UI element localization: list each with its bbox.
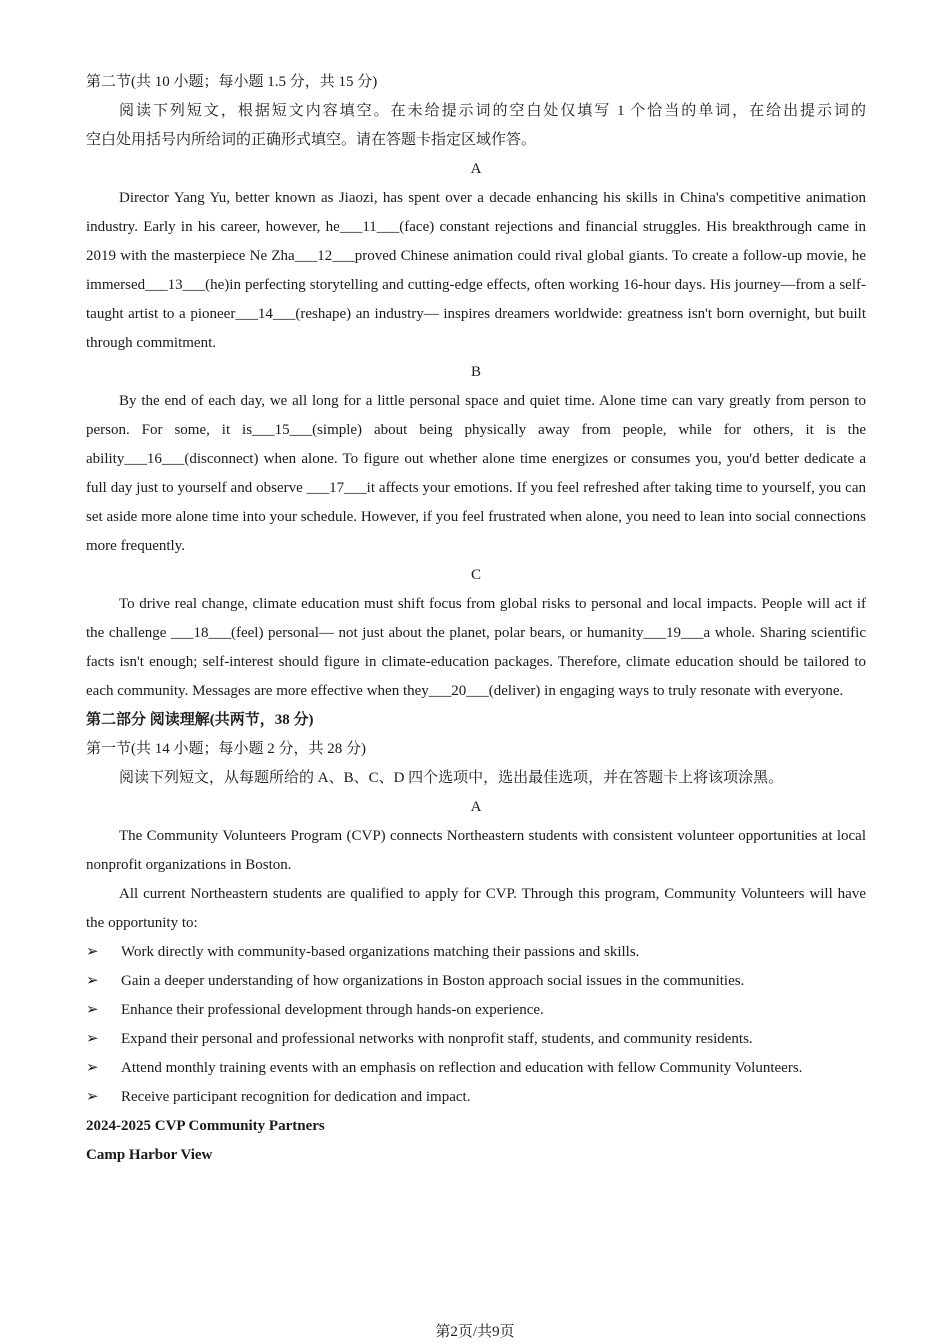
partner-name: Camp Harbor View <box>86 1147 213 1163</box>
list-item-text: Enhance their professional development through hands-on experience. <box>121 1002 544 1018</box>
passage-label-a: A <box>470 161 482 177</box>
section-heading: 第二节(共 10 小题；每小题 1.5 分，共 15 分) <box>86 74 378 90</box>
passage-a <box>86 184 866 358</box>
section-instruction-line1: 阅读下列短文，根据短文内容填空。在未给提示词的空白处仅填写 1 个恰当的单词，在给出提示词的 <box>119 103 866 119</box>
passage-a-text: Director Yang Yu, better known as Jiaozi, has spent over a decade enhancing his skills in China's competitive animation industry. Early in his career, however, he___11___(face) constant rejections and financial struggles. His breakthrough came in 2019 with the masterpiece Ne Zha___12___proved Chinese animation could rival global giants. To create a follow-up movie, he immersed___13___(he)in perfecting storytelling and cutting-edge effects, often working 16-hour days. His journey—from a self-taught artist to a pioneer___14___(reshape) an industry— inspires dreamers worldwide: greatness isn't born overnight, but built through commitment. <box>86 190 866 351</box>
reading-a <box>86 822 866 938</box>
list-item-text: Receive participant recognition for dedication and impact. <box>121 1089 471 1105</box>
arrow-bullet-icon: ➢ <box>86 1031 99 1047</box>
list-item <box>86 938 866 967</box>
partners-heading: 2024-2025 CVP Community Partners <box>86 1118 325 1134</box>
passage-b <box>86 387 866 561</box>
list-item <box>86 996 866 1025</box>
reading-a-para2: All current Northeastern students are qualified to apply for CVP. Through this program, Community Volunteers will have the opportunity to: <box>86 886 866 931</box>
list-item-text: Attend monthly training events with an emphasis on reflection and education with fellow Community Volunteers. <box>121 1060 803 1076</box>
part2-heading: 第二部分 阅读理解(共两节，38 分) <box>86 712 314 728</box>
list-item <box>86 1054 866 1083</box>
arrow-bullet-icon: ➢ <box>86 944 99 960</box>
arrow-bullet-icon: ➢ <box>86 973 99 989</box>
list-item <box>86 1025 866 1054</box>
list-item <box>86 1083 866 1112</box>
section-instruction-line2: 空白处用括号内所给词的正确形式填空。请在答题卡指定区域作答。 <box>86 132 537 148</box>
passage-b-text: By the end of each day, we all long for a little personal space and quiet time. Alone time can vary greatly from person to person. For some, it is___15___(simple) about being physically away from people, while for others, it is the ability___16___(disconnect) when alone. To figure out whether alone time energizes or consumes you, you'd better dedicate a full day just to yourself and observe ___17___it affects your emotions. If you feel refreshed after taking time to yourself, you can set aside more alone time into your schedule. However, if you feel frustrated when alone, you need to lean into social connections more frequently. <box>86 393 866 554</box>
arrow-bullet-icon: ➢ <box>86 1060 99 1076</box>
reading-a-para1: The Community Volunteers Program (CVP) connects Northeastern students with consistent volunteer opportunities at local nonprofit organizations in Boston. <box>86 828 866 873</box>
part2-instruction: 阅读下列短文，从每题所给的 A、B、C、D 四个选项中，选出最佳选项，并在答题卡上将该项涂黑。 <box>119 770 784 786</box>
passage-c-text: To drive real change, climate education must shift focus from global risks to personal and local impacts. People will act if the challenge ___18___(feel) personal— not just about the planet, polar bears, or humanity___19___a whole. Sharing scientific facts isn't enough; self-interest should figure in climate-education packages. Therefore, climate education should be tailored to each community. Messages are more effective when they___20___(deliver) in engaging ways to truly resonate with everyone. <box>86 596 866 699</box>
passage-c <box>86 590 866 706</box>
arrow-bullet-icon: ➢ <box>86 1089 99 1105</box>
list-item-text: Expand their personal and professional networks with nonprofit staff, students, and community residents. <box>121 1031 753 1047</box>
passage-label-c: C <box>470 567 481 583</box>
page-number: 第2页/共9页 <box>435 1324 515 1340</box>
part2-section1-heading: 第一节(共 14 小题；每小题 2 分，共 28 分) <box>86 741 366 757</box>
arrow-bullet-icon: ➢ <box>86 1002 99 1018</box>
reading-label-a: A <box>470 799 482 815</box>
passage-label-b: B <box>470 364 481 380</box>
list-item <box>86 967 866 996</box>
list-item-text: Gain a deeper understanding of how organizations in Boston approach social issues in the communities. <box>121 973 745 989</box>
exam-page <box>86 68 866 1170</box>
list-item-text: Work directly with community-based organizations matching their passions and skills. <box>121 944 640 960</box>
benefits-list <box>86 938 866 1112</box>
